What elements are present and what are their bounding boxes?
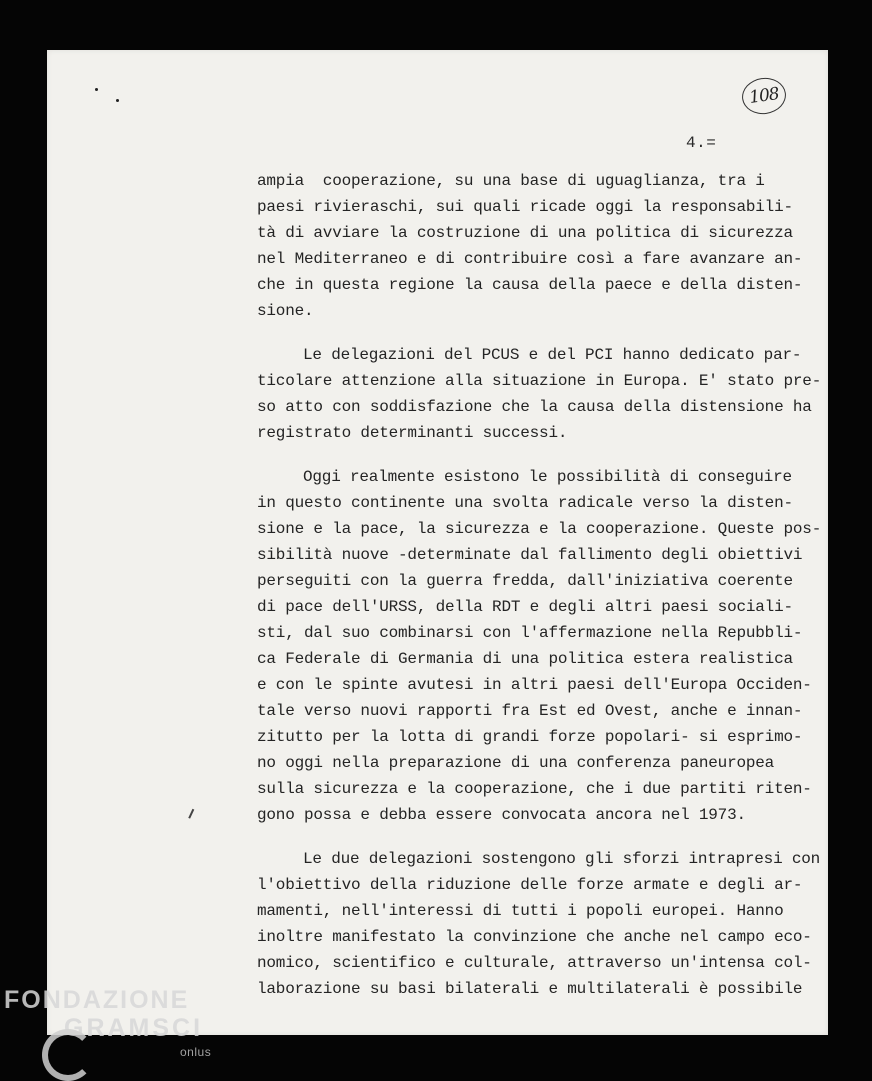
- text-line: sulla sicurezza e la cooperazione, che i due partiti riten-: [257, 780, 812, 798]
- watermark-line-3: onlus: [180, 1045, 212, 1059]
- text-line: laborazione su basi bilaterali e multilaterali è possibile: [257, 980, 803, 998]
- text-line: ca Federale di Germania di una politica estera realistica: [257, 650, 793, 668]
- text-line: gono possa e debba essere convocata ancora nel 1973.: [257, 806, 746, 824]
- text-line: mamenti, nell'interessi di tutti i popoli europei. Hanno: [257, 902, 784, 920]
- paragraph: [257, 168, 817, 324]
- text-line: Le delegazioni del PCUS e del PCI hanno dedicato par-: [303, 346, 802, 364]
- text-line: nomico, scientifico e culturale, attraverso un'intensa col-: [257, 954, 812, 972]
- paragraph: [257, 846, 821, 1002]
- text-line: tale verso nuovi rapporti fra Est ed Ovest, anche e innan-: [257, 702, 803, 720]
- text-line: che in questa regione la causa della paece e della disten-: [257, 276, 803, 294]
- paper-speck: [95, 88, 98, 91]
- watermark-g-logo-icon: [42, 1029, 94, 1081]
- text-line: inoltre manifestato la convinzione che anche nel campo eco-: [257, 928, 812, 946]
- text-line: sione e la pace, la sicurezza e la cooperazione. Queste pos-: [257, 520, 822, 538]
- text-line: paesi rivieraschi, sui quali ricade oggi la responsabili-: [257, 198, 793, 216]
- text-line: ticolare attenzione alla situazione in Europa. E' stato pre-: [257, 372, 822, 390]
- archive-number-stamp: 108: [740, 75, 789, 117]
- text-line: registrato determinanti successi.: [257, 424, 568, 442]
- text-line: sibilità nuove -determinate dal fallimento degli obiettivi: [257, 546, 803, 564]
- paper-speck: [116, 99, 119, 102]
- text-line: zitutto per la lotta di grandi forze popolari- si esprimo-: [257, 728, 803, 746]
- text-line: sione.: [257, 302, 314, 320]
- paragraph: [257, 464, 822, 828]
- document-text: [257, 168, 822, 1020]
- text-line: tà di avviare la costruzione di una politica di sicurezza: [257, 224, 793, 242]
- paragraph: [257, 342, 822, 446]
- fondazione-gramsci-watermark: [4, 985, 212, 1059]
- text-line: Oggi realmente esistono le possibilità di conseguire: [303, 468, 792, 486]
- text-line: di pace dell'URSS, della RDT e degli altri paesi sociali-: [257, 598, 793, 616]
- text-line: sti, dal suo combinarsi con l'affermazione nella Repubbli-: [257, 624, 803, 642]
- text-line: l'obiettivo della riduzione delle forze armate e degli ar-: [257, 876, 803, 894]
- text-line: perseguiti con la guerra fredda, dall'iniziativa coerente: [257, 572, 793, 590]
- text-line: nel Mediterraneo e di contribuire così a fare avanzare an-: [257, 250, 803, 268]
- watermark-line-1: FONDAZIONE: [4, 986, 190, 1014]
- text-line: Le due delegazioni sostengono gli sforzi intrapresi con: [303, 850, 821, 868]
- text-line: e con le spinte avutesi in altri paesi dell'Europa Occiden-: [257, 676, 812, 694]
- text-line: no oggi nella preparazione di una conferenza paneuropea: [257, 754, 775, 772]
- page-number: 4.=: [686, 134, 717, 152]
- watermark-line-2: GRAMSCI: [64, 1014, 204, 1042]
- text-line: so atto con soddisfazione che la causa della distensione ha: [257, 398, 812, 416]
- text-line: ampia cooperazione, su una base di uguaglianza, tra i: [257, 172, 765, 190]
- text-line: in questo continente una svolta radicale verso la disten-: [257, 494, 793, 512]
